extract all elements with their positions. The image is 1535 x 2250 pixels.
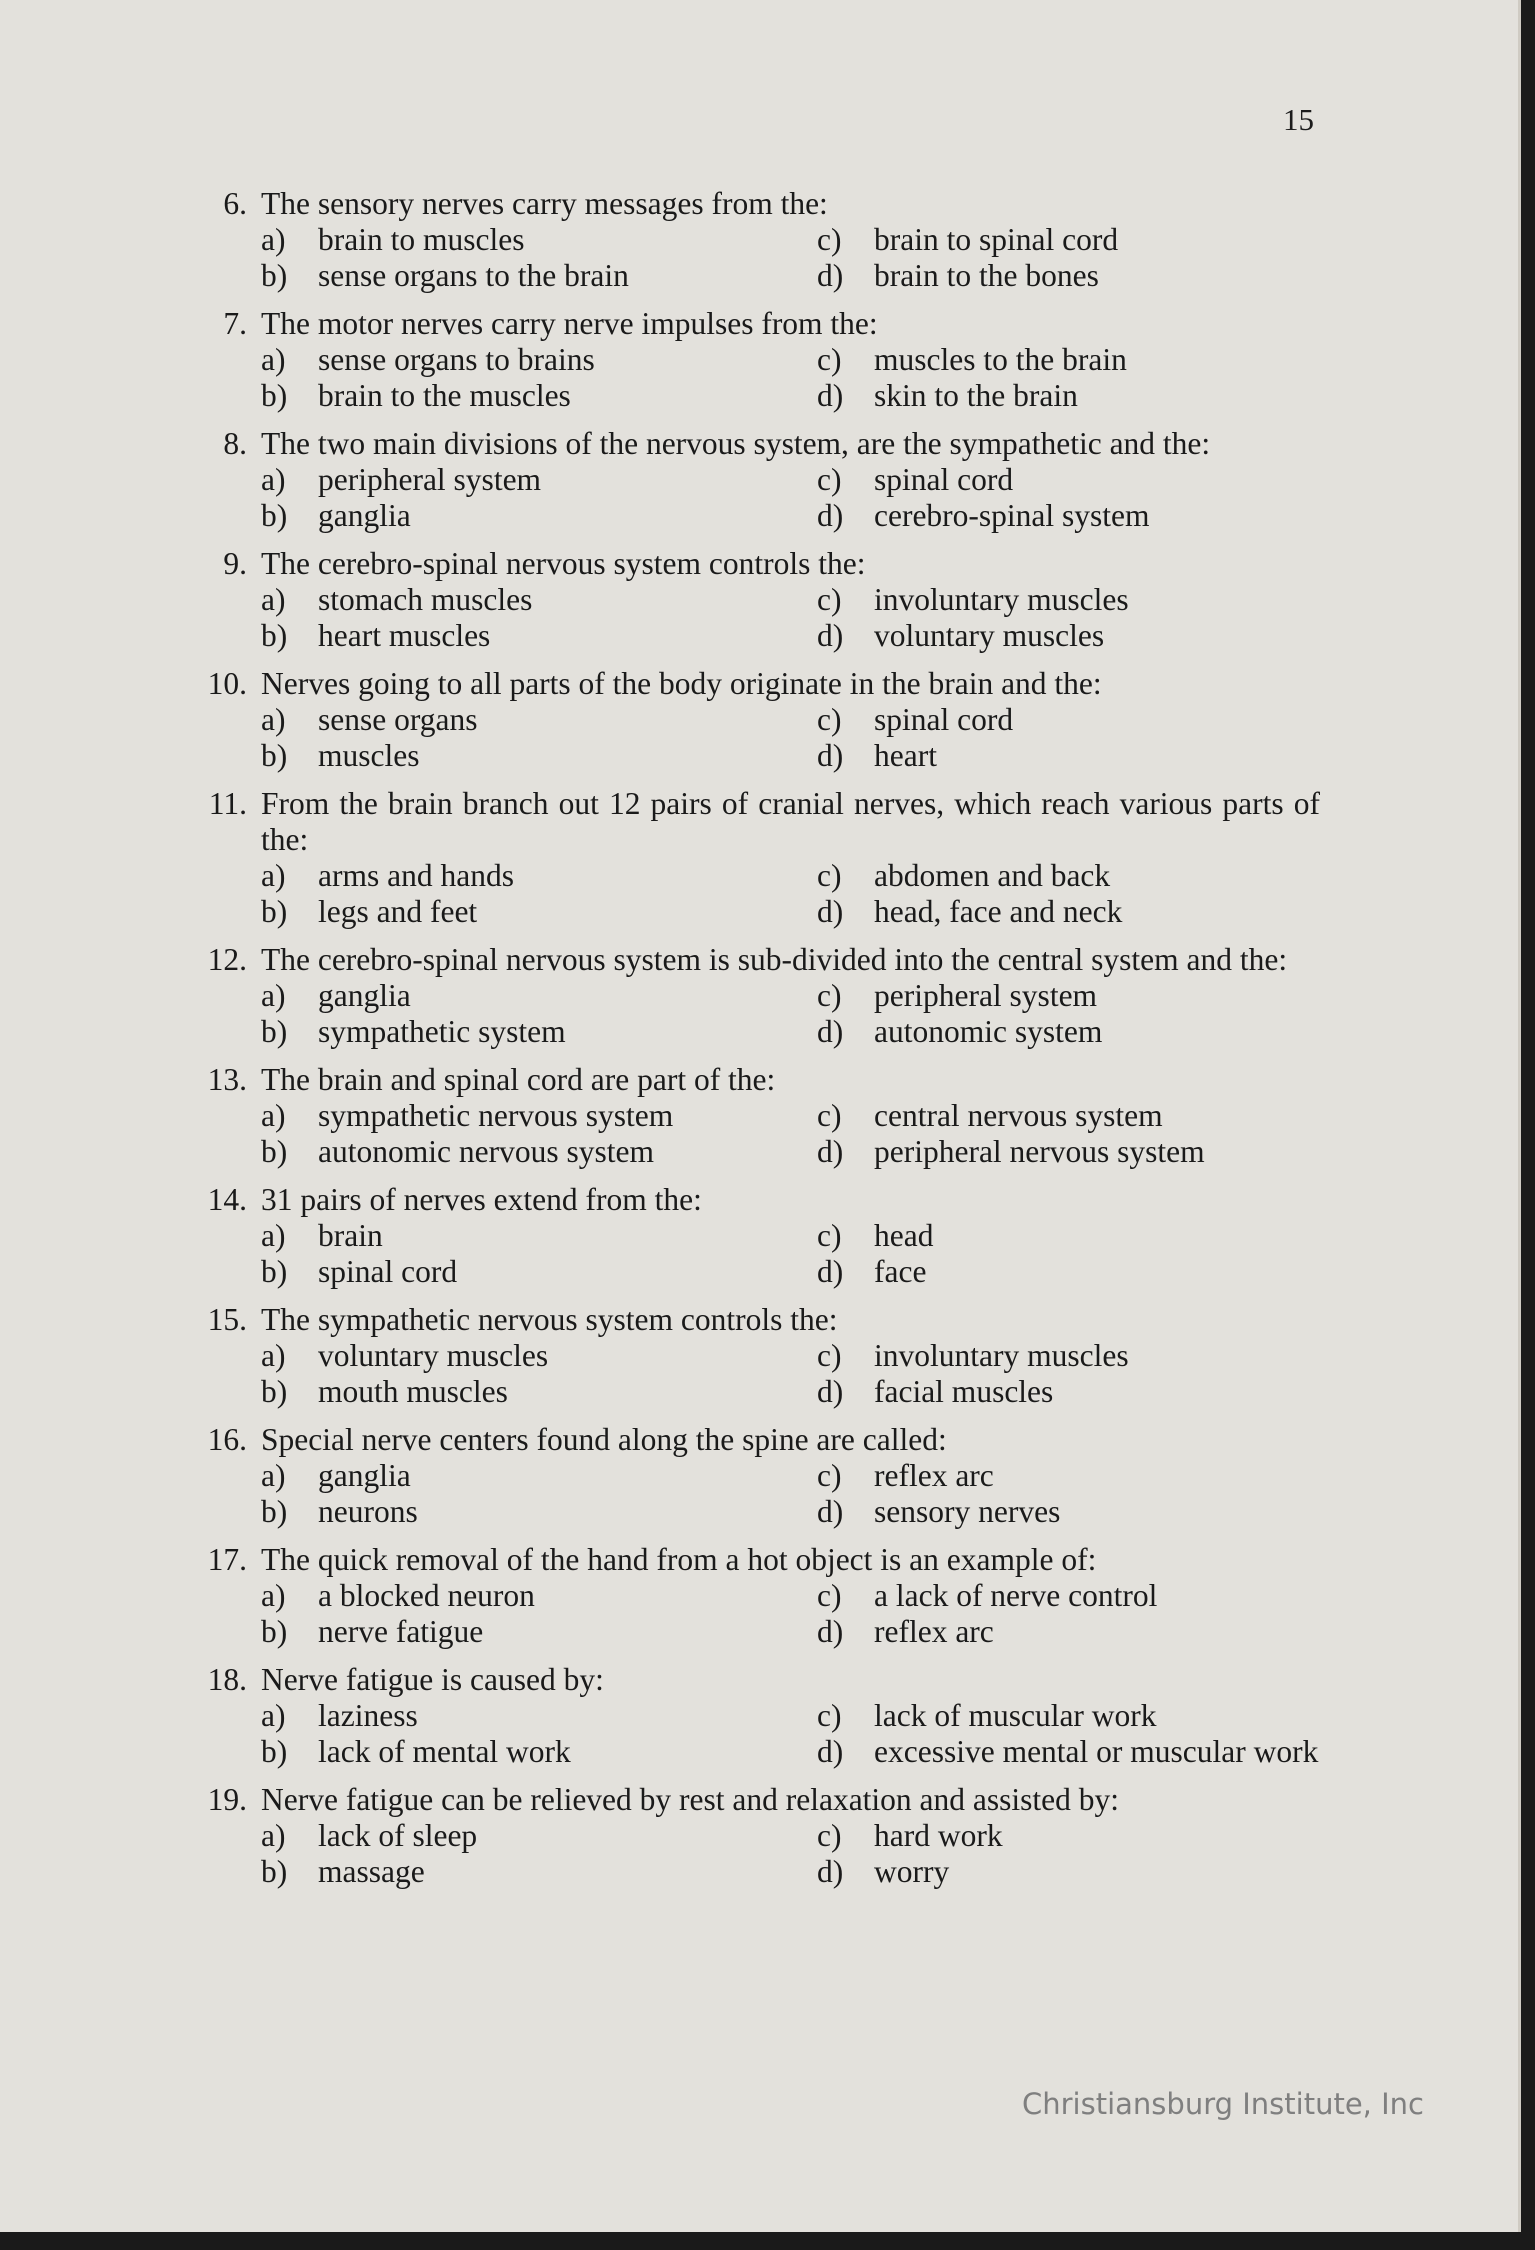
- option-a: [261, 582, 817, 618]
- option-text: ganglia: [318, 1458, 411, 1493]
- question-item: [196, 306, 1320, 414]
- option-letter: a): [261, 1098, 286, 1133]
- option-text: lack of sleep: [318, 1818, 478, 1853]
- question-text: Nerve fatigue can be relieved by rest and relaxation and assisted by:: [261, 1782, 1120, 1817]
- question-stem: [196, 426, 1320, 462]
- option-text: sense organs: [318, 702, 478, 737]
- option-c: [817, 462, 1320, 498]
- option-text: skin to the brain: [874, 378, 1078, 413]
- question-item: [196, 1782, 1320, 1890]
- option-c: [817, 1098, 1320, 1134]
- question-stem: [196, 1542, 1320, 1578]
- option-letter: a): [261, 222, 286, 257]
- question-number: 19.: [207, 1782, 247, 1817]
- option-b: [261, 1734, 817, 1770]
- option-b: [261, 1134, 817, 1170]
- question-stem: [196, 1782, 1320, 1818]
- option-letter: c): [817, 1458, 842, 1493]
- question-item: [196, 1542, 1320, 1650]
- option-c: [817, 702, 1320, 738]
- question-stem: [196, 546, 1320, 582]
- option-text: spinal cord: [874, 702, 1014, 737]
- option-d: [817, 894, 1320, 930]
- answer-options: [261, 582, 1320, 654]
- question-text: The motor nerves carry nerve impulses from the:: [261, 306, 878, 341]
- question-text: The sympathetic nervous system controls the:: [261, 1302, 838, 1337]
- option-b: [261, 1494, 817, 1530]
- option-text: heart muscles: [318, 618, 491, 653]
- option-text: brain to spinal cord: [874, 222, 1119, 257]
- option-a: [261, 1098, 817, 1134]
- option-b: [261, 1614, 817, 1650]
- option-letter: b): [261, 1374, 288, 1409]
- option-text: lack of mental work: [318, 1734, 571, 1769]
- option-letter: a): [261, 978, 286, 1013]
- option-c: [817, 342, 1320, 378]
- option-b: [261, 894, 817, 930]
- option-b: [261, 1254, 817, 1290]
- option-letter: c): [817, 978, 842, 1013]
- question-number: 7.: [223, 306, 247, 341]
- option-a: [261, 1338, 817, 1374]
- question-item: [196, 1182, 1320, 1290]
- question-number: 10.: [207, 666, 247, 701]
- option-b: [261, 1854, 817, 1890]
- option-text: voluntary muscles: [874, 618, 1105, 653]
- option-letter: a): [261, 1458, 286, 1493]
- option-a: [261, 1818, 817, 1854]
- option-letter: c): [817, 342, 842, 377]
- option-a: [261, 462, 817, 498]
- option-text: central nervous system: [874, 1098, 1163, 1133]
- option-letter: b): [261, 1134, 288, 1169]
- option-c: [817, 978, 1320, 1014]
- question-stem: [196, 666, 1320, 702]
- option-letter: a): [261, 462, 286, 497]
- question-text: The two main divisions of the nervous system, are the sympathetic and the:: [261, 426, 1211, 461]
- question-stem: [196, 1302, 1320, 1338]
- option-letter: d): [817, 1254, 844, 1289]
- answer-options: [261, 1218, 1320, 1290]
- option-text: laziness: [318, 1698, 418, 1733]
- option-text: reflex arc: [874, 1614, 994, 1649]
- option-text: ganglia: [318, 978, 411, 1013]
- answer-options: [261, 462, 1320, 534]
- option-a: [261, 1218, 817, 1254]
- option-c: [817, 1818, 1320, 1854]
- option-a: [261, 978, 817, 1014]
- option-letter: a): [261, 1338, 286, 1373]
- question-text: The quick removal of the hand from a hot object is an example of:: [261, 1542, 1097, 1577]
- answer-options: [261, 1338, 1320, 1410]
- option-text: hard work: [874, 1818, 1003, 1853]
- option-text: brain: [318, 1218, 383, 1253]
- option-b: [261, 498, 817, 534]
- option-letter: c): [817, 582, 842, 617]
- option-text: sympathetic system: [318, 1014, 566, 1049]
- option-letter: a): [261, 1218, 286, 1253]
- option-letter: c): [817, 462, 842, 497]
- option-letter: a): [261, 858, 286, 893]
- answer-options: [261, 858, 1320, 930]
- question-number: 6.: [223, 186, 247, 221]
- option-b: [261, 618, 817, 654]
- option-d: [817, 1134, 1320, 1170]
- option-text: involuntary muscles: [874, 582, 1129, 617]
- option-text: involuntary muscles: [874, 1338, 1129, 1373]
- option-a: [261, 342, 817, 378]
- option-letter: d): [817, 894, 844, 929]
- option-c: [817, 1218, 1320, 1254]
- question-number: 16.: [207, 1422, 247, 1457]
- answer-options: [261, 702, 1320, 774]
- option-a: [261, 222, 817, 258]
- option-letter: b): [261, 1014, 288, 1049]
- option-letter: c): [817, 1338, 842, 1373]
- question-item: [196, 1662, 1320, 1770]
- option-text: nerve fatigue: [318, 1614, 484, 1649]
- option-text: brain to the bones: [874, 258, 1099, 293]
- question-list: [196, 186, 1320, 1902]
- question-item: [196, 1062, 1320, 1170]
- option-letter: c): [817, 1218, 842, 1253]
- option-d: [817, 378, 1320, 414]
- option-d: [817, 1494, 1320, 1530]
- option-letter: c): [817, 1098, 842, 1133]
- option-text: heart: [874, 738, 937, 773]
- option-a: [261, 858, 817, 894]
- option-d: [817, 1734, 1320, 1770]
- option-text: head, face and neck: [874, 894, 1123, 929]
- option-a: [261, 1578, 817, 1614]
- option-letter: d): [817, 1014, 844, 1049]
- question-stem: [196, 786, 1320, 858]
- option-letter: d): [817, 1614, 844, 1649]
- option-c: [817, 1338, 1320, 1374]
- option-letter: d): [817, 258, 844, 293]
- question-item: [196, 546, 1320, 654]
- option-letter: b): [261, 1614, 288, 1649]
- option-letter: d): [817, 498, 844, 533]
- option-letter: b): [261, 1254, 288, 1289]
- option-letter: a): [261, 1818, 286, 1853]
- option-c: [817, 222, 1320, 258]
- question-text: The cerebro-spinal nervous system is sub-divided into the central system and the:: [261, 942, 1288, 977]
- question-item: [196, 186, 1320, 294]
- question-stem: [196, 942, 1320, 978]
- option-text: sense organs to the brain: [318, 258, 629, 293]
- option-text: brain to the muscles: [318, 378, 571, 413]
- option-text: legs and feet: [318, 894, 478, 929]
- question-number: 11.: [208, 786, 247, 821]
- option-letter: d): [817, 1134, 844, 1169]
- option-b: [261, 378, 817, 414]
- option-text: neurons: [318, 1494, 418, 1529]
- question-number: 9.: [223, 546, 247, 581]
- answer-options: [261, 1098, 1320, 1170]
- option-letter: b): [261, 258, 288, 293]
- option-text: spinal cord: [318, 1254, 458, 1289]
- option-letter: c): [817, 222, 842, 257]
- option-text: brain to muscles: [318, 222, 525, 257]
- option-text: mouth muscles: [318, 1374, 508, 1409]
- option-text: muscles to the brain: [874, 342, 1127, 377]
- option-letter: c): [817, 702, 842, 737]
- answer-options: [261, 978, 1320, 1050]
- page-number: 15: [1283, 102, 1314, 137]
- question-number: 15.: [207, 1302, 247, 1337]
- option-text: excessive mental or muscular work: [874, 1734, 1319, 1769]
- question-stem: [196, 186, 1320, 222]
- answer-options: [261, 1578, 1320, 1650]
- option-text: a lack of nerve control: [874, 1578, 1158, 1613]
- question-text: 31 pairs of nerves extend from the:: [261, 1182, 702, 1217]
- answer-options: [261, 222, 1320, 294]
- option-letter: b): [261, 498, 288, 533]
- option-text: sympathetic nervous system: [318, 1098, 674, 1133]
- option-text: peripheral nervous system: [874, 1134, 1205, 1169]
- option-text: facial muscles: [874, 1374, 1054, 1409]
- question-text: From the brain branch out 12 pairs of cranial nerves, which reach various parts of the:: [261, 786, 1320, 857]
- answer-options: [261, 342, 1320, 414]
- option-d: [817, 1374, 1320, 1410]
- option-letter: a): [261, 582, 286, 617]
- option-text: a blocked neuron: [318, 1578, 535, 1613]
- option-text: peripheral system: [874, 978, 1098, 1013]
- question-text: Nerves going to all parts of the body originate in the brain and the:: [261, 666, 1102, 701]
- option-d: [817, 1014, 1320, 1050]
- option-letter: c): [817, 858, 842, 893]
- option-c: [817, 582, 1320, 618]
- question-stem: [196, 1422, 1320, 1458]
- question-item: [196, 786, 1320, 930]
- option-letter: a): [261, 1698, 286, 1733]
- question-item: [196, 1422, 1320, 1530]
- question-text: Special nerve centers found along the spine are called:: [261, 1422, 947, 1457]
- option-letter: a): [261, 342, 286, 377]
- question-number: 14.: [207, 1182, 247, 1217]
- option-letter: d): [817, 1494, 844, 1529]
- question-number: 13.: [207, 1062, 247, 1097]
- option-d: [817, 498, 1320, 534]
- option-letter: d): [817, 1854, 844, 1889]
- question-number: 18.: [207, 1662, 247, 1697]
- option-c: [817, 858, 1320, 894]
- watermark: Christiansburg Institute, Inc: [1022, 2087, 1424, 2121]
- option-a: [261, 702, 817, 738]
- answer-options: [261, 1698, 1320, 1770]
- option-letter: b): [261, 1734, 288, 1769]
- question-text: Nerve fatigue is caused by:: [261, 1662, 604, 1697]
- question-number: 8.: [223, 426, 247, 461]
- option-b: [261, 1014, 817, 1050]
- question-text: The brain and spinal cord are part of the:: [261, 1062, 776, 1097]
- option-text: lack of muscular work: [874, 1698, 1157, 1733]
- question-number: 12.: [207, 942, 247, 977]
- option-text: worry: [874, 1854, 950, 1889]
- option-letter: a): [261, 702, 286, 737]
- option-text: peripheral system: [318, 462, 542, 497]
- option-letter: a): [261, 1578, 286, 1613]
- option-text: arms and hands: [318, 858, 514, 893]
- option-letter: b): [261, 738, 288, 773]
- option-text: face: [874, 1254, 927, 1289]
- question-text: The sensory nerves carry messages from the:: [261, 186, 828, 221]
- question-text: The cerebro-spinal nervous system controls the:: [261, 546, 866, 581]
- option-letter: b): [261, 1494, 288, 1529]
- answer-options: [261, 1458, 1320, 1530]
- option-letter: c): [817, 1578, 842, 1613]
- question-stem: [196, 306, 1320, 342]
- option-d: [817, 618, 1320, 654]
- option-letter: d): [817, 1734, 844, 1769]
- option-d: [817, 1854, 1320, 1890]
- question-item: [196, 666, 1320, 774]
- option-text: autonomic system: [874, 1014, 1103, 1049]
- option-text: autonomic nervous system: [318, 1134, 654, 1169]
- option-text: cerebro-spinal system: [874, 498, 1150, 533]
- option-letter: c): [817, 1818, 842, 1853]
- question-item: [196, 1302, 1320, 1410]
- option-letter: c): [817, 1698, 842, 1733]
- option-text: massage: [318, 1854, 425, 1889]
- option-text: abdomen and back: [874, 858, 1111, 893]
- question-stem: [196, 1662, 1320, 1698]
- option-text: ganglia: [318, 498, 411, 533]
- option-letter: b): [261, 618, 288, 653]
- option-text: muscles: [318, 738, 420, 773]
- option-b: [261, 738, 817, 774]
- option-c: [817, 1578, 1320, 1614]
- option-text: spinal cord: [874, 462, 1014, 497]
- option-c: [817, 1698, 1320, 1734]
- option-text: sense organs to brains: [318, 342, 595, 377]
- option-d: [817, 258, 1320, 294]
- question-stem: [196, 1182, 1320, 1218]
- option-letter: b): [261, 894, 288, 929]
- option-c: [817, 1458, 1320, 1494]
- answer-options: [261, 1818, 1320, 1890]
- option-a: [261, 1458, 817, 1494]
- option-text: stomach muscles: [318, 582, 533, 617]
- option-d: [817, 1614, 1320, 1650]
- question-item: [196, 942, 1320, 1050]
- option-letter: d): [817, 618, 844, 653]
- option-a: [261, 1698, 817, 1734]
- question-stem: [196, 1062, 1320, 1098]
- option-letter: d): [817, 378, 844, 413]
- option-text: reflex arc: [874, 1458, 994, 1493]
- option-letter: d): [817, 738, 844, 773]
- option-letter: b): [261, 1854, 288, 1889]
- option-letter: b): [261, 378, 288, 413]
- option-text: head: [874, 1218, 934, 1253]
- option-text: sensory nerves: [874, 1494, 1061, 1529]
- question-item: [196, 426, 1320, 534]
- option-b: [261, 258, 817, 294]
- option-b: [261, 1374, 817, 1410]
- option-letter: d): [817, 1374, 844, 1409]
- question-number: 17.: [207, 1542, 247, 1577]
- option-d: [817, 738, 1320, 774]
- option-d: [817, 1254, 1320, 1290]
- option-text: voluntary muscles: [318, 1338, 549, 1373]
